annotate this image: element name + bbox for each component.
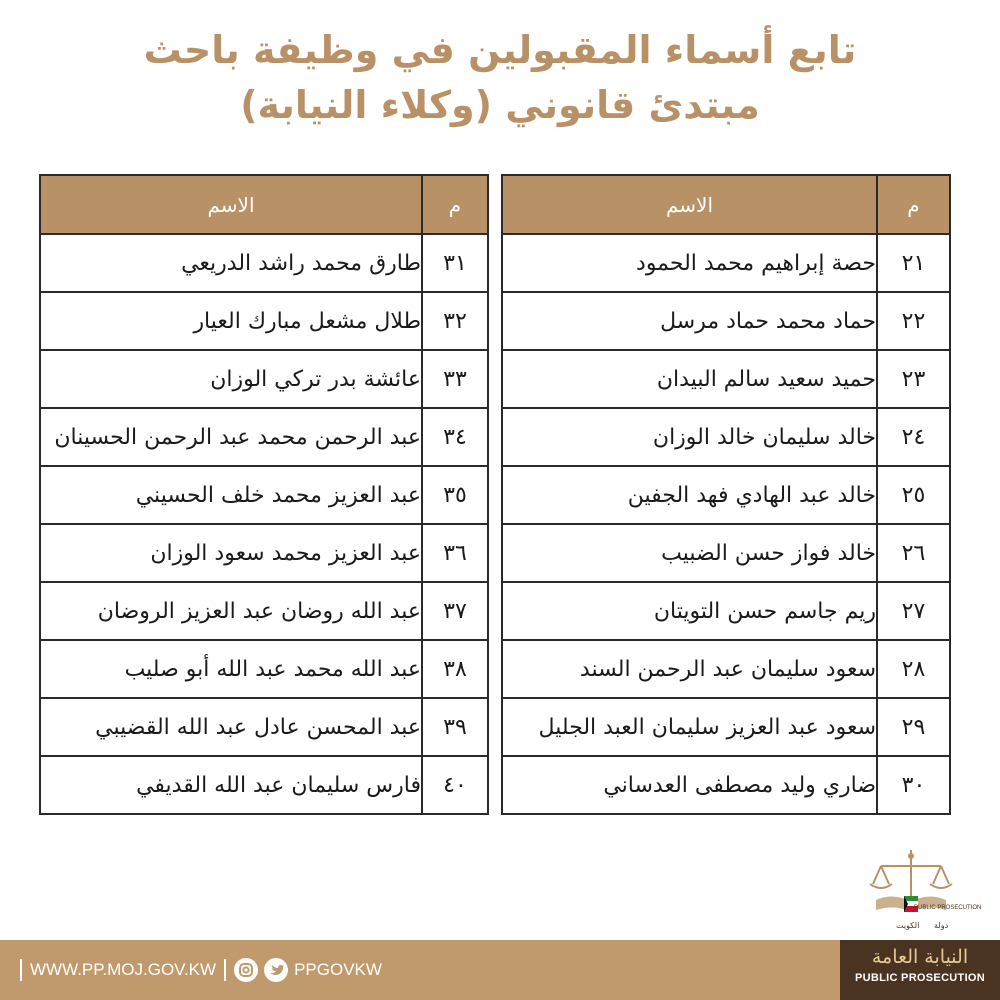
row-number: ٢٦ <box>877 524 950 582</box>
column-header-name: الاسم <box>40 175 422 234</box>
row-number: ٢٥ <box>877 466 950 524</box>
justice-emblem-logo <box>856 848 982 938</box>
row-number: ٢٤ <box>877 408 950 466</box>
table-row <box>502 408 950 466</box>
row-name: ضاري وليد مصطفى العدساني <box>502 756 877 814</box>
table-row <box>502 350 950 408</box>
row-name: خالد سليمان خالد الوزان <box>502 408 877 466</box>
row-name: حميد سعيد سالم البيدان <box>502 350 877 408</box>
table-row <box>40 756 488 814</box>
row-name: خالد فواز حسن الضبيب <box>502 524 877 582</box>
column-header-number: م <box>877 175 950 234</box>
row-name: حصة إبراهيم محمد الحمود <box>502 234 877 292</box>
row-number: ٣٤ <box>422 408 488 466</box>
table-row <box>502 292 950 350</box>
row-number: ٤٠ <box>422 756 488 814</box>
table-row <box>40 350 488 408</box>
emblem-text-country: الكويت <box>896 921 920 930</box>
row-name: فارس سليمان عبد الله القديفي <box>40 756 422 814</box>
row-number: ٣٨ <box>422 640 488 698</box>
page-title: تابع أسماء المقبولين في وظيفة باحث <box>143 28 857 72</box>
row-number: ٣١ <box>422 234 488 292</box>
table-row <box>502 698 950 756</box>
footer-brand <box>854 946 986 984</box>
table-row <box>502 524 950 582</box>
table-row <box>40 640 488 698</box>
table-row <box>40 234 488 292</box>
row-name: خالد عبد الهادي فهد الجفين <box>502 466 877 524</box>
row-number: ٣٩ <box>422 698 488 756</box>
row-name: عائشة بدر تركي الوزان <box>40 350 422 408</box>
row-name: ريم جاسم حسن التويتان <box>502 582 877 640</box>
row-number: ٢٧ <box>877 582 950 640</box>
table-row <box>40 582 488 640</box>
table-row <box>502 582 950 640</box>
row-number: ٣٥ <box>422 466 488 524</box>
footer-divider <box>224 959 226 981</box>
row-number: ٢٩ <box>877 698 950 756</box>
footer-divider <box>20 959 22 981</box>
twitter-icon[interactable] <box>264 958 288 982</box>
page-subtitle: مبتدئ قانوني (وكلاء النيابة) <box>240 83 760 127</box>
row-name: عبد الله محمد عبد الله أبو صليب <box>40 640 422 698</box>
row-name: عبد العزيز محمد خلف الحسيني <box>40 466 422 524</box>
row-number: ٢٣ <box>877 350 950 408</box>
row-name: عبد العزيز محمد سعود الوزان <box>40 524 422 582</box>
table-row <box>502 640 950 698</box>
table-header-row <box>502 175 950 234</box>
social-handle[interactable]: PPGOVKW <box>294 960 382 979</box>
row-name: عبد الله روضان عبد العزيز الروضان <box>40 582 422 640</box>
row-number: ٣٣ <box>422 350 488 408</box>
row-name: عبد الرحمن محمد عبد الرحمن الحسينان <box>40 408 422 466</box>
row-number: ٣٢ <box>422 292 488 350</box>
row-number: ٢٨ <box>877 640 950 698</box>
table-row <box>40 698 488 756</box>
row-number: ٣٠ <box>877 756 950 814</box>
names-table-right <box>501 174 951 815</box>
table-row <box>40 292 488 350</box>
emblem-text-state: دولة <box>934 921 949 930</box>
table-row <box>502 756 950 814</box>
row-name: سعود عبد العزيز سليمان العبد الجليل <box>502 698 877 756</box>
table-row <box>40 466 488 524</box>
footer-bar <box>0 940 1000 1000</box>
table-row <box>502 234 950 292</box>
row-number: ٣٧ <box>422 582 488 640</box>
column-header-number: م <box>422 175 488 234</box>
website-link[interactable]: WWW.PP.MOJ.GOV.KW <box>30 960 217 979</box>
footer-links <box>12 956 382 984</box>
brand-arabic: النيابة العامة <box>871 946 969 968</box>
row-name: طلال مشعل مبارك العيار <box>40 292 422 350</box>
row-name: عبد المحسن عادل عبد الله القضيبي <box>40 698 422 756</box>
table-row <box>40 524 488 582</box>
row-number: ٢٢ <box>877 292 950 350</box>
row-name: سعود سليمان عبد الرحمن السند <box>502 640 877 698</box>
table-row <box>502 466 950 524</box>
column-header-name: الاسم <box>502 175 877 234</box>
table-header-row <box>40 175 488 234</box>
table-row <box>40 408 488 466</box>
emblem-text-en: PUBLIC PROSECUTION <box>914 905 982 911</box>
row-number: ٣٦ <box>422 524 488 582</box>
instagram-icon[interactable] <box>234 958 258 982</box>
names-table-left <box>39 174 489 815</box>
row-number: ٢١ <box>877 234 950 292</box>
row-name: حماد محمد حماد مرسل <box>502 292 877 350</box>
brand-english: PUBLIC PROSECUTION <box>854 972 986 984</box>
row-name: طارق محمد راشد الدريعي <box>40 234 422 292</box>
